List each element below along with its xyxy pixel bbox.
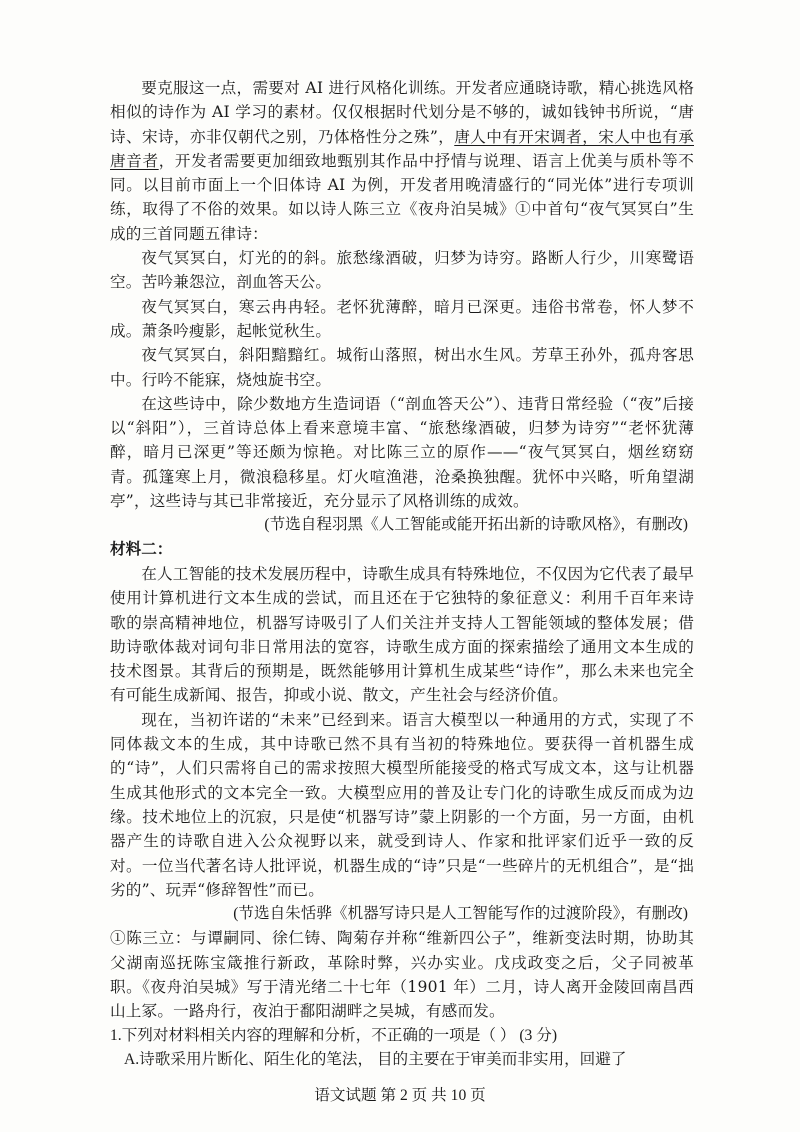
paragraph-text: 要克服这一点，需要对 AI 进行风格化训练。开发者应通晓诗歌，精心挑选风格相似的诗作为 AI 学习的素材。仅仅根据时代划分是不够的，诚如钱钟书所说，“唐诗、宋诗，亦非仅朝代之别，乃体格性分之殊”， [110,79,694,146]
page-footer: 语文试题 第 2 页 共 10 页 [314,1087,486,1104]
material2-paragraph-1: 在人工智能的技术发展历程中，诗歌生成具有特殊地位，不仅因为它代表了最早使用计算机进行文本生成的尝试，而且还在于它独特的象征意义：利用千百年来诗歌的崇高精神地位，机器写诗吸引了人们关注并支持人工智能领域的整体发展；借助诗歌体裁对词句非日常用法的宽容，诗歌生成方面的探索描绘了通用文本生成的技术图景。其背后的预期是，既然能够用计算机生成某些“诗作”，那么未来也完全有可能生成新闻、报告，抑或小说、散文，产生社会与经济价值。 [110,564,694,705]
generated-poem-3: 夜气冥冥白，斜阳黯黯红。城衔山落照，树出水生风。芳草王孙外，孤舟客思中。行吟不能寐，烧烛旋书空。 [110,346,694,389]
paragraph-text: ，开发者需要更加细致地甄别其作品中抒情与说理、语言上优美与质朴等不同。以目前市面上一个旧体诗 AI 为例，开发者用晚清盛行的“同光体”进行专项训练，取得了不俗的效果。如以诗人陈三立《夜舟泊吴城》①中首句“夜气冥冥白”生成的三首同题五律诗： [110,151,694,243]
generated-poem-2: 夜气冥冥白，寒云冉冉轻。老怀犹薄醉，暗月已深更。违俗书常卷，怀人梦不成。萧条吟瘦影，起帐觉秋生。 [110,297,694,340]
material2-label: 材料二： [110,540,173,558]
material1-source: (节选自程羽黑《人工智能或能开拓出新的诗歌风格》，有删改) [264,516,688,534]
underlined-text: 唐人中有开宋调者，宋人中也有承唐音者 [110,127,694,170]
footnote: ①陈三立：与谭嗣同、徐仁铸、陶菊存并称“维新四公子”，维新变法时期，协助其父湖南巡抚陈宝箴推行新政，革除时弊，兴办实业。戊戌政变之后，父子同被革职。《夜舟泊吴城》写于清光绪二十七年（1901 年）二月，诗人离开金陵回南昌西山上冢。一路舟行，夜泊于鄱阳湖畔之吴城，有感而发。 [110,929,694,1021]
generated-poem-1: 夜气冥冥白，灯光的的斜。旅愁缘酒破，归梦为诗穷。路断人行少，川寒鹭语空。苦吟兼怨泣，剖血答天公。 [110,249,694,292]
material2-paragraph-2: 现在，当初许诺的“未来”已经到来。语言大模型以一种通用的方式，实现了不同体裁文本的生成，其中诗歌已然不具有当初的特殊地位。要获得一首机器生成的“诗”，人们只需将自己的需求按照大模型所能接受的格式写成文本，这与让机器生成其他形式的文本完全一致。大模型应用的普及让专门化的诗歌生成反而成为边缘。技术地位上的沉寂，只是使“机器写诗”蒙上阴影的一个方面，另一方面，由机器产生的诗歌自进入公众视野以来，就受到诗人、作家和批评家们近乎一致的反对。一位当代著名诗人批评说，机器生成的“诗”只是“一些碎片的无机组合”，是“拙劣的”、玩弄“修辞智性”而已。 [110,710,694,899]
question-option-a: A.诗歌采用片断化、陌生化的笔法， 目的主要在于审美而非实用，回避了 [124,1050,627,1068]
material2-source: (节选自朱恬骅《机器写诗只是人工智能写作的过渡阶段》，有删改) [233,905,688,923]
question-stem: 1.下列对材料相关内容的理解和分析，不正确的一项是（ ） (3 分) [110,1026,558,1044]
material1-paragraph-2: 在这些诗中，除少数地方生造词语（“剖血答天公”）、违背日常经验（“夜”后接以“斜阳”），三首诗总体上看来意境丰富、“旅愁缘酒破，归梦为诗穷”“老怀犹薄醉，暗月已深更”等还颇为惊艳。对比陈三立的原作——“夜气冥冥白，烟丝窈窈青。孤篷寒上月，微浪稳移星。灯火喧渔港，沧桑换独醒。犹怀中兴略，听角望湖亭”，这些诗与其已非常接近，充分显示了风格训练的成效。 [110,394,694,511]
material1-paragraph-1 [110,76,694,246]
